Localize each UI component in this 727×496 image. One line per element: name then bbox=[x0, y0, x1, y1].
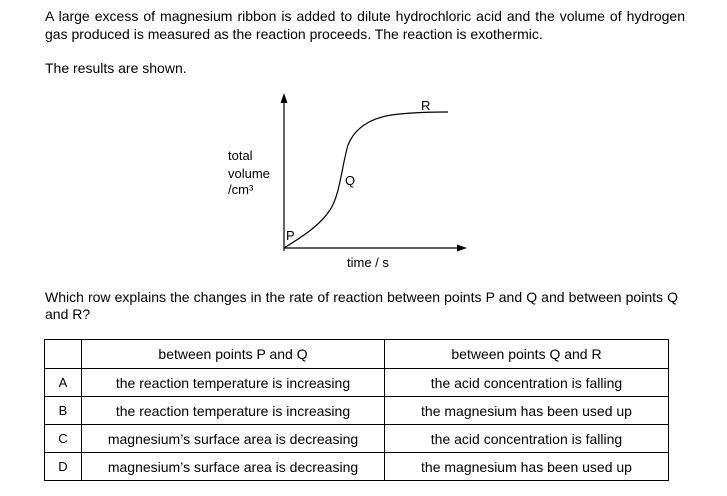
table-row[interactable] bbox=[45, 425, 669, 453]
y-axis-label-line1: total bbox=[228, 148, 253, 163]
row-letter: A bbox=[45, 369, 82, 397]
table-row[interactable] bbox=[45, 369, 669, 397]
header-pq: between points P and Q bbox=[82, 340, 385, 369]
results-text: The results are shown. bbox=[45, 60, 187, 76]
row-pq: magnesium’s surface area is decreasing bbox=[82, 453, 385, 481]
row-pq: the reaction temperature is increasing bbox=[82, 397, 385, 425]
x-axis-label: time / s bbox=[347, 255, 389, 270]
y-axis-arrowhead bbox=[281, 93, 288, 103]
row-pq: the reaction temperature is increasing bbox=[82, 369, 385, 397]
row-qr: the acid concentration is falling bbox=[385, 369, 669, 397]
row-letter: C bbox=[45, 425, 82, 453]
y-axis-label-line2: volume bbox=[228, 166, 270, 181]
row-qr: the magnesium has been used up bbox=[385, 397, 669, 425]
header-qr: between points Q and R bbox=[385, 340, 669, 369]
row-letter: D bbox=[45, 453, 82, 481]
header-letter-cell bbox=[45, 340, 82, 369]
table-row[interactable] bbox=[45, 453, 669, 481]
table-row[interactable] bbox=[45, 397, 669, 425]
x-axis-arrowhead bbox=[457, 245, 467, 252]
y-axis-label-line3: /cm³ bbox=[228, 182, 254, 197]
row-qr: the magnesium has been used up bbox=[385, 453, 669, 481]
point-r-label: R bbox=[421, 98, 431, 113]
row-qr: the acid concentration is falling bbox=[385, 425, 669, 453]
row-pq: magnesium’s surface area is decreasing bbox=[82, 425, 385, 453]
point-q-label: Q bbox=[345, 173, 356, 188]
table-header-row bbox=[45, 340, 669, 369]
answer-table bbox=[44, 339, 669, 481]
row-letter: B bbox=[45, 397, 82, 425]
volume-curve bbox=[284, 112, 448, 248]
point-p-label: P bbox=[286, 228, 295, 243]
intro-text: A large excess of magnesium ribbon is added to dilute hydrochloric acid and the volume of hydrogen gas produced is measured as the reaction proceeds. The reaction is exothermic. bbox=[45, 8, 685, 42]
question-text: Which row explains the changes in the rate of reaction between points P and Q and between points Q and R? bbox=[45, 289, 678, 322]
